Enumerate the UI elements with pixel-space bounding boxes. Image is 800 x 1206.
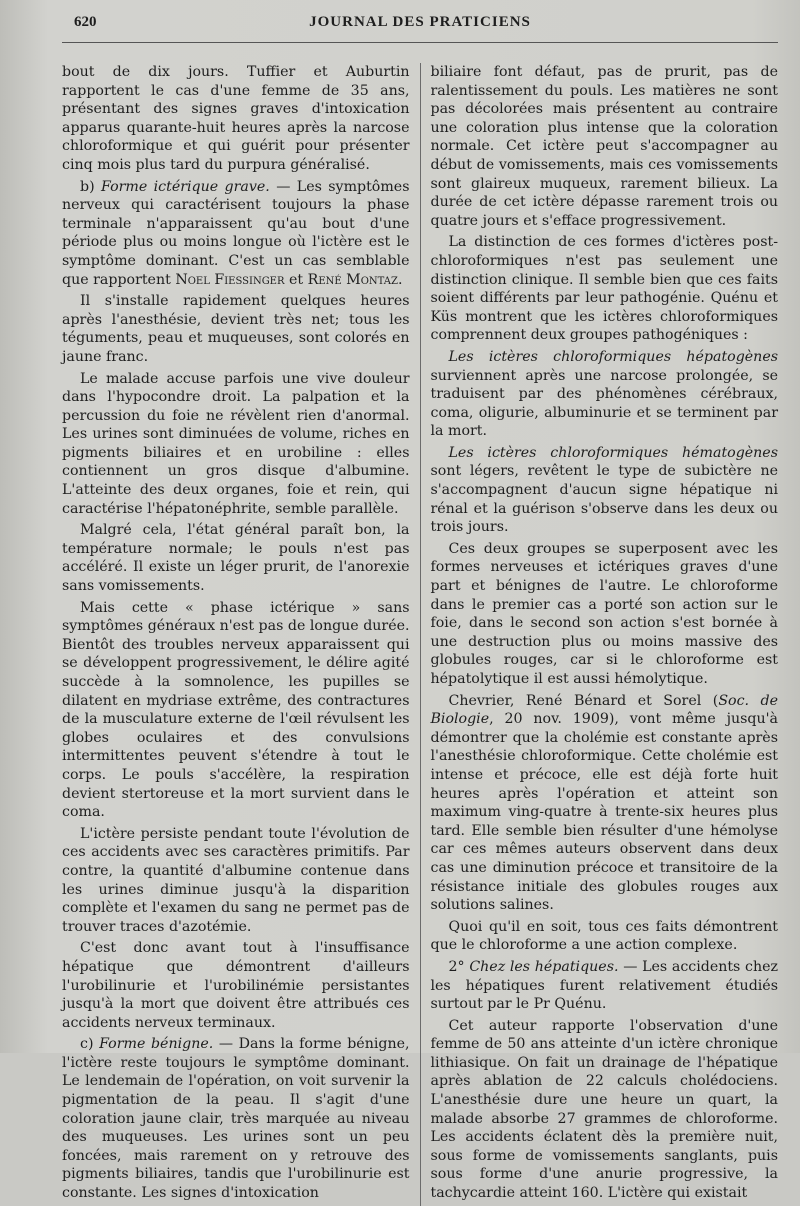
- punctuation: .: [397, 271, 403, 288]
- paragraph: La distinction de ces formes d'ictères post-chloroformiques n'est pas seulement une distinction clinique. Il semble bien que ces faits soient différents par leur pathogénie. Quénu et Küs montrent que les ictères chloroformiques comprennent deux groupes pathogéniques :: [430, 234, 778, 344]
- paragraph-text: — Les symptômes nerveux qui caractérisent toujours la phase terminale n'apparaissent qu'au bout d'une période plus ou moins longue où l'ictère est le symptôme dominant. C'est un cas semblable que rapportent: [62, 178, 410, 288]
- paragraph: Cet auteur rapporte l'observation d'une femme de 50 ans atteinte d'un ictère chronique lithiasique. On fait un drainage de l'hépatique après ablation de 22 calculs cholédociens. L'anesthésie dure une heure un quart, la malade absorbe 27 grammes de chloroforme. Les accidents éclatent dès la première nuit, sous forme de vomissements sanglants, puis sous forme d'une anurie progressive, la tachycardie atteint 160. L'ictère qui existait: [430, 1017, 778, 1202]
- section-title: Chez les hépatiques.: [469, 958, 619, 975]
- right-column: [420, 63, 779, 1206]
- section-label: b): [80, 178, 102, 195]
- paragraph: [62, 178, 410, 290]
- author-name: René Montaz: [307, 271, 398, 288]
- paragraph: [431, 348, 779, 441]
- paragraph: [431, 692, 779, 915]
- section-title: Forme bénigne.: [99, 1036, 214, 1053]
- section-label: 2°: [448, 958, 470, 975]
- section-title: Forme ictérique grave.: [101, 178, 270, 195]
- paragraph: [62, 1035, 410, 1202]
- paragraph: L'ictère persiste pendant toute l'évolution de ces accidents avec ses caractères primitifs. Par contre, la quantité d'albumine contenue dans les urines diminue jusqu'à la disparition complète et l'examen du sang ne permet pas de trouver traces d'azotémie.: [62, 825, 410, 935]
- paragraph-text: sont légers, revêtent le type de subictère ne s'accompagnent d'aucun signe hépatique ni rénal et la guérison s'observe dans les deux ou trois jours.: [430, 463, 778, 536]
- paragraph: Il s'installe rapidement quelques heures après l'anesthésie, devient très net; tous les téguments, peau et muqueuses, sont colorés en jaune franc.: [62, 293, 410, 365]
- paragraph: Mais cette « phase ictérique » sans symptômes généraux n'est pas de longue durée. Bientôt des troubles nerveux apparaissent qui se développent progressivement, le délire agité succède à la somnolence, les pupilles se dilatent en mydriase extrême, des contractures de la musculature externe de l'œil révulsent les globes oculaires et des convulsions intermittentes peuvent s'étendre à tout le corps. Le pouls s'accélère, la respiration devient stertoreuse et la mort survient dans le coma.: [62, 599, 410, 821]
- paragraph-text: — Les accidents chez les hépatiques furent relativement étudiés surtout par le Pr Quénu.: [430, 958, 778, 1013]
- left-column: [62, 63, 420, 1206]
- paragraph: C'est donc avant tout à l'insuffisance hépatique que démontrent d'ailleurs l'urobilinurie et l'urobilinémie persistantes jusqu'à la mort que doivent être attribués ces accidents nerveux terminaux.: [62, 940, 410, 1031]
- author-name: Noel Fiessinger: [175, 271, 285, 288]
- paragraph-text: Chevrier, René Bénard et Sorel (: [448, 692, 719, 709]
- paragraph-text: — Dans la forme bénigne, l'ictère reste toujours le symptôme dominant. Le lendemain de l'opération, on voit survenir la pigmentation de la peau. Il s'agit d'une coloration jaune clair, très marquée au niveau des muqueuses. Les urines sont un peu foncées, mais rarement on y retrouve des pigments biliaires, tandis que l'urobilinurie est constante. Les signes d'intoxication: [62, 1036, 410, 1202]
- paragraph: Quoi qu'il en soit, tous ces faits démontrent que le chloroforme a une action complexe.: [430, 918, 778, 954]
- paragraph: Le malade accuse parfois une vive douleur dans l'hypocondre droit. La palpation et la percussion du foie ne révèlent rien d'anormal. Les urines sont diminuées de volume, riches en pigments biliaires et en urobiline : elles contiennent un gros disque d'albumine. L'atteinte des deux organes, foie et rein, qui caractérise l'hépatonéphrite, semble parallèle.: [62, 370, 410, 517]
- conjunction: et: [284, 271, 308, 288]
- paragraph-text: surviennent après une narcose prolongée, se traduisent par des phénomènes cérébraux, coma, oligurie, albuminurie et se terminent par la mort.: [430, 367, 778, 440]
- paragraph: [431, 444, 779, 537]
- paragraph: Ces deux groupes se superposent avec les formes nerveuses et ictériques graves d'une part et bénignes de l'autre. Le chloroforme dans le premier cas a porté son action sur le foie, dans le second son action s'est bornée à une destruction plus ou moins massive des globules rouges, car si le chloroforme est hépatolytique il est aussi hémolytique.: [430, 540, 778, 687]
- paragraph: bout de dix jours. Tuffier et Auburtin rapportent le cas d'une femme de 35 ans, présentant des signes graves d'intoxication apparus quarante-huit heures après la narcose chloroformique et qui guérit pour présenter cinq mois plus tard du purpura généralisé.: [62, 64, 410, 173]
- paragraph: Malgré cela, l'état général paraît bon, la température normale; le pouls n'est pas accéléré. Il existe un léger prurit, de l'anorexie sans vomissements.: [62, 522, 410, 595]
- paragraph: biliaire font défaut, pas de prurit, pas de ralentissement du pouls. Les matières ne sont pas décolorées mais présentent au contraire une coloration plus intense que la coloration normale. Cet ictère peut s'accompagner au début de vomissements, mais ces vomissements sont glaireux muqueux, rarement bilieux. La durée de cet ictère dépasse rarement trois ou quatre jours et s'efface progressivement.: [430, 64, 778, 229]
- text-columns: [62, 63, 778, 1206]
- journal-title: JOURNAL DES PRATICIENS: [309, 14, 531, 30]
- paragraph-text: , 20 nov. 1909), vont même jusqu'à démontrer que la cholémie est constante après l'anesthésie chloroformique. Cette cholémie est intense et précoce, elle est déjà forte huit heures après l'opération et atteint son maximum ving-quatre à trente-six heures plus tard. Elle semble bien résulter d'une hémolyse car ces mêmes auteurs observent dans deux cas une diminution précoce et transitoire de la résistance initiale des globules rouges aux solutions salines.: [430, 711, 778, 914]
- citation-source: Soc. de Biologie: [430, 692, 778, 728]
- paragraph: [431, 958, 779, 1014]
- subsection-title: Les ictères chloroformiques hématogènes: [448, 444, 778, 461]
- section-label: c): [80, 1036, 100, 1053]
- subsection-title: Les ictères chloroformiques hépatogènes: [448, 348, 778, 365]
- page-number: 620: [74, 14, 97, 30]
- page-header: [62, 14, 778, 43]
